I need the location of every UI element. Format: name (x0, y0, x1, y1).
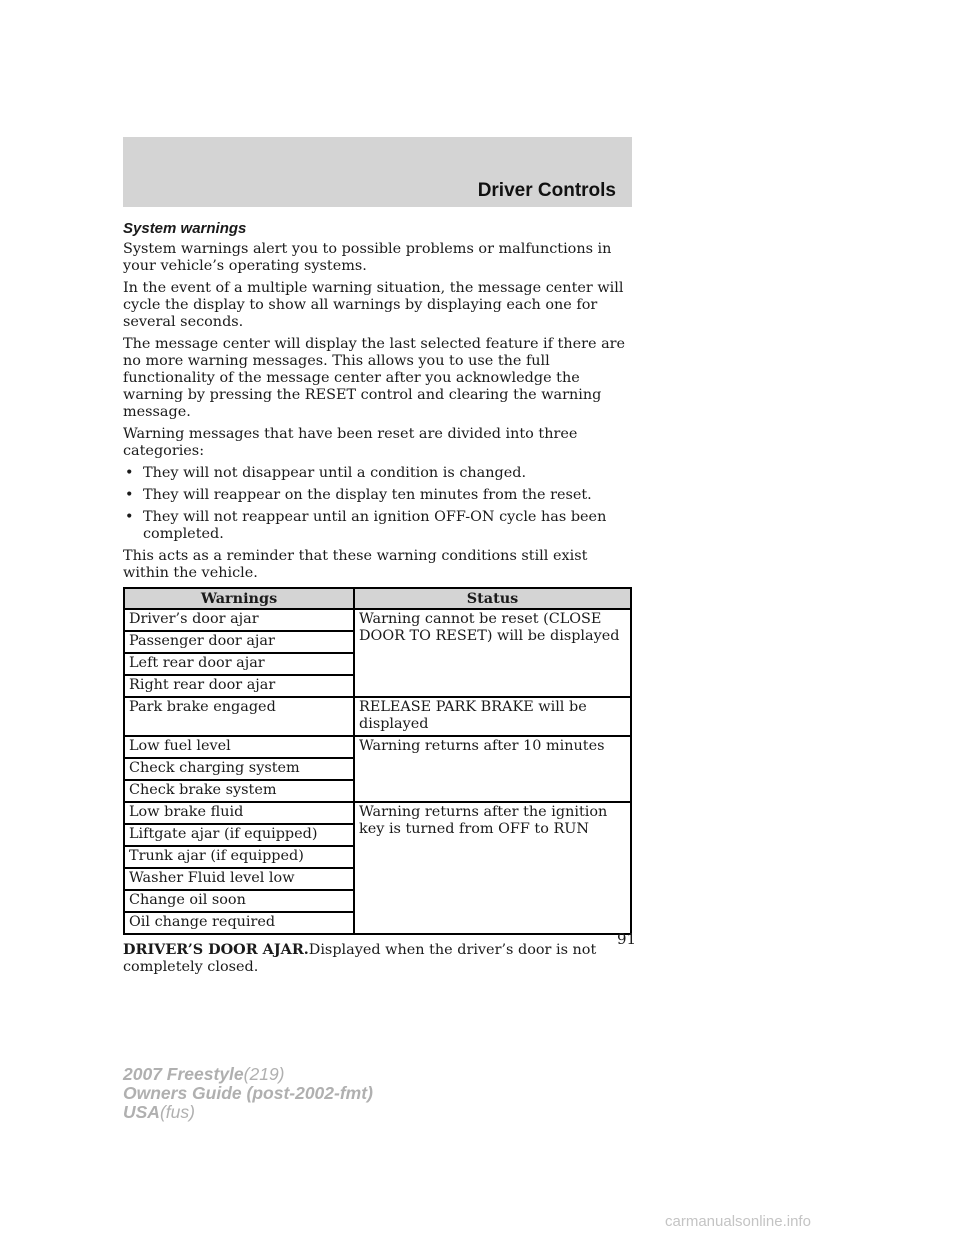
section-title: Driver Controls (477, 180, 616, 201)
paragraph: This acts as a reminder that these warning conditions still exist within the vehicle. (123, 548, 588, 581)
document-footer (123, 1065, 373, 1122)
warning-cell: Low brake fluid (124, 802, 354, 824)
subsection-heading: System warnings (123, 220, 247, 237)
header-band (123, 137, 632, 207)
footer-line: 2007 Freestyle(219) (123, 1064, 285, 1084)
paragraph: The message center will display the last selected feature if there are no more warning messages. This allows you to use the full functionality of the message center after you acknowledge the warning by pressing the RESET control and clearing the warning message. (123, 336, 626, 420)
warning-cell: Check charging system (124, 758, 354, 780)
paragraph: In the event of a multiple warning situation, the message center will cycle the display to show all warnings by displaying each one for several seconds. (123, 280, 624, 330)
warning-cell: Low fuel level (124, 736, 354, 758)
paragraph: System warnings alert you to possible problems or malfunctions in your vehicle’s operating systems. (123, 241, 612, 274)
footer-line: Owners Guide (post-2002-fmt) (123, 1083, 373, 1103)
closing-term: DRIVER’S DOOR AJAR. (123, 941, 309, 958)
watermark: carmanualsonline.info (665, 1213, 811, 1230)
page-number: 91 (617, 930, 637, 948)
table-row (124, 736, 631, 758)
column-header-warnings: Warnings (124, 588, 354, 609)
bullet-list (123, 465, 632, 543)
warning-cell: Change oil soon (124, 890, 354, 912)
bullet-item: • They will reappear on the display ten minutes from the reset. (125, 487, 592, 503)
status-cell: RELEASE PARK BRAKE will be displayed (354, 697, 631, 736)
status-cell: Warning cannot be reset (CLOSE DOOR TO RESET) will be displayed (354, 609, 631, 697)
warning-cell: Park brake engaged (124, 697, 354, 736)
warning-cell: Oil change required (124, 912, 354, 934)
warning-cell: Liftgate ajar (if equipped) (124, 824, 354, 846)
warning-cell: Washer Fluid level low (124, 868, 354, 890)
bullet-icon: • (125, 509, 134, 525)
table-row (124, 609, 631, 631)
status-cell: Warning returns after the ignition key is turned from OFF to RUN (354, 802, 631, 934)
bullet-icon: • (125, 487, 134, 503)
paragraph: Warning messages that have been reset are divided into three categories: (123, 426, 578, 459)
table-row (124, 697, 631, 736)
closing-text: Displayed when the driver’s door is not completely closed. (123, 942, 597, 975)
warning-cell: Trunk ajar (if equipped) (124, 846, 354, 868)
warning-cell: Right rear door ajar (124, 675, 354, 697)
status-cell: Warning returns after 10 minutes (354, 736, 631, 802)
bullet-item: • They will not disappear until a condition is changed. (125, 465, 527, 481)
table-row (124, 802, 631, 824)
closing-paragraph (123, 941, 632, 976)
warning-cell: Left rear door ajar (124, 653, 354, 675)
warning-cell: Passenger door ajar (124, 631, 354, 653)
bullet-icon: • (125, 465, 134, 481)
warnings-table (123, 587, 632, 935)
page-content (123, 220, 632, 976)
column-header-status: Status (354, 588, 631, 609)
footer-line: USA(fus) (123, 1102, 195, 1122)
warning-cell: Driver’s door ajar (124, 609, 354, 631)
bullet-item: • They will not reappear until an ignition OFF-ON cycle has been completed. (125, 509, 607, 542)
warning-cell: Check brake system (124, 780, 354, 802)
table-header-row (124, 588, 631, 609)
